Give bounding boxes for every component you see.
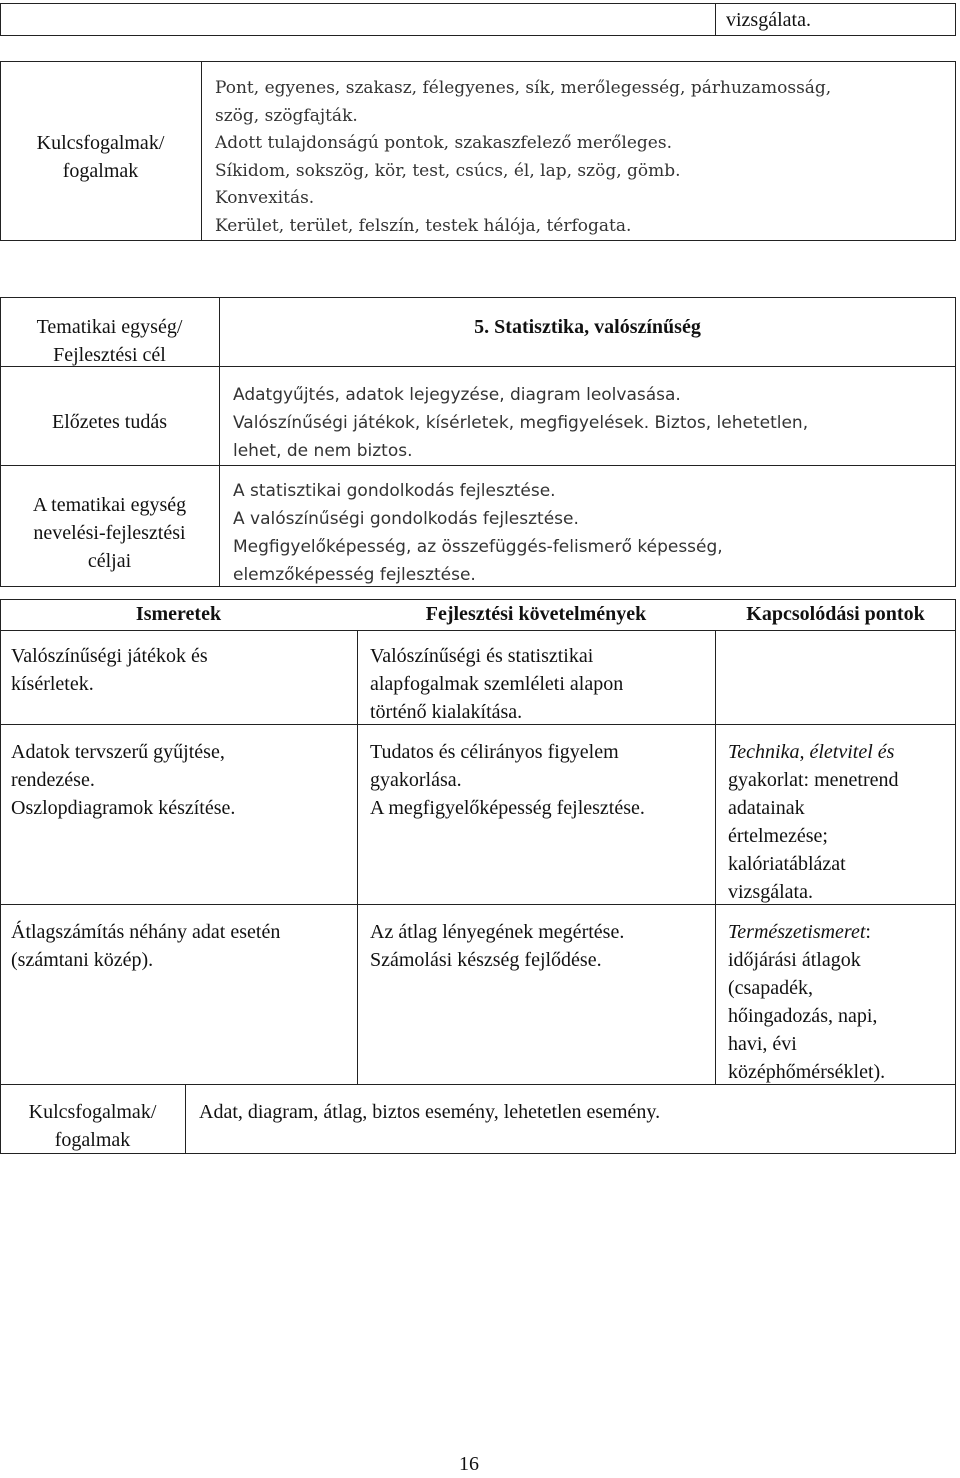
table-row-3-ismeretek: Átlagszámítás néhány adat esetén (számtani közép). — [11, 921, 281, 971]
kulcsfogalmak-content: Pont, egyenes, szakasz, félegyenes, sík, merőlegesség, párhuzamosság, szög, szögfajták. Adott tulajdonságú pontok, szakaszfelező merőleges. Síkidom, sokszög, kör, test, csúcs, él, lap, szög, gömb. Konvexitás. Kerület, terület, felszín, testek hálója, térfogata. — [215, 78, 832, 236]
label-tematikai-egyseg: Tematikai egység/ Fejlesztési cél — [36, 316, 183, 366]
table-row-2-kapcsolodas: Technika, életvitel és gyakorlat: menetrend adatainak értelmezése; kalóriatáblázat vizsgálata. — [728, 741, 899, 903]
top-fragment-text: vizsgálata. — [726, 9, 811, 31]
label-celok: A tematikai egység nevelési-fejlesztési céljai — [32, 494, 187, 572]
page-number: 16 — [459, 1453, 479, 1475]
celok-content: A statisztikai gondolkodás fejlesztése. A valószínűségi gondolkodás fejlesztése. Megfigyelőképesség, az összefüggés-felismerő képesség, elemzőképesség fejlesztése. — [233, 481, 723, 585]
header-kapcsolodasi-pontok: Kapcsolódási pontok — [746, 603, 925, 625]
header-ismeretek: Ismeretek — [135, 603, 222, 625]
label-elozetes-tudas: Előzetes tudás — [52, 411, 167, 433]
footer-kulcsfogalmak-label: Kulcsfogalmak/ fogalmak — [28, 1101, 157, 1151]
header-fejlesztesi-kovetelmenyek: Fejlesztési követelmények — [425, 603, 647, 625]
top-fragment-right-cell — [715, 3, 956, 36]
table-row-2-kovetelmenyek: Tudatos és célirányos figyelem gyakorlása. A megfigyelőképesség fejlesztése. — [370, 741, 645, 819]
table-row-1-ismeretek: Valószínűségi játékok és kísérletek. — [11, 645, 208, 695]
elozetes-content: Adatgyűjtés, adatok lejegyzése, diagram leolvasása. Valószínűségi játékok, kísérletek, megfigyelések. Biztos, lehetetlen, lehet, de nem biztos. — [233, 385, 809, 461]
kulcsfogalmak-label: Kulcsfogalmak/ fogalmak — [36, 132, 165, 182]
table-row-3-kovetelmenyek: Az átlag lényegének megértése. Számolási készség fejlődése. — [370, 921, 625, 971]
table-row-3-kapcsolodas: Természetismeret: időjárási átlagok (csapadék, hőingadozás, napi, havi, évi középhőmérséklet). — [728, 921, 886, 1083]
footer-kulcsfogalmak-content: Adat, diagram, átlag, biztos esemény, lehetetlen esemény. — [199, 1101, 661, 1123]
section-title: 5. Statisztika, valószínűség — [474, 316, 701, 338]
top-fragment-left-cell — [0, 3, 716, 36]
table-row-2-ismeretek: Adatok tervszerű gyűjtése, rendezése. Oszlopdiagramok készítése. — [11, 741, 236, 819]
table-row-1-kovetelmenyek: Valószínűségi és statisztikai alapfogalmak szemléleti alapon történő kialakítása. — [370, 645, 624, 723]
